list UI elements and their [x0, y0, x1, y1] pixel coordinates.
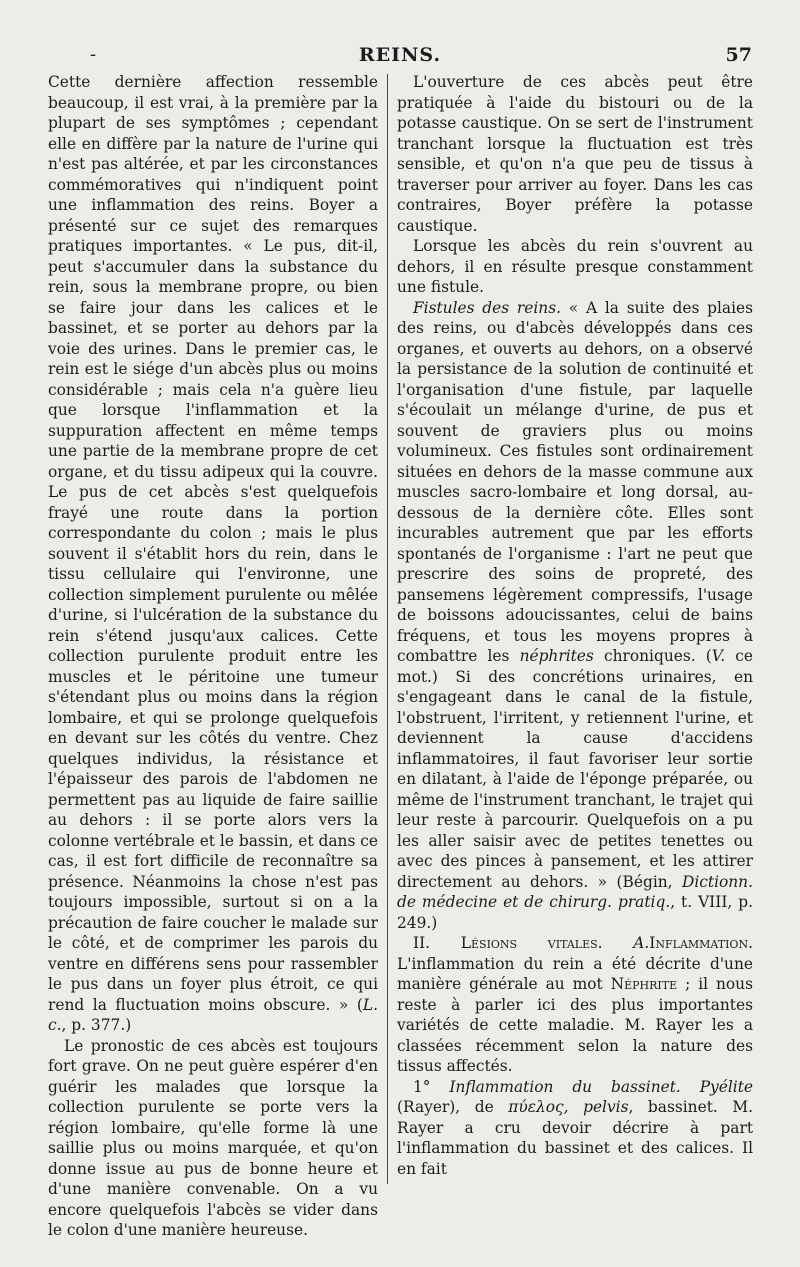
subsection-heading-inflammation: Inflammation	[649, 934, 749, 952]
right-paragraph-3: Fistules des reins. « A la suite des plaies des reins, ou d'abcès développés dans ces organes, et ouverts au dehors, on a observé la persistance de la solution de continuité et l'organisation d'une fistule, par laquelle s'écoulait un mélange d'urine, de pus et souvent de graviers plus ou moins volumineux. Ces fistules sont ordinairement situées en dehors de la masse commune aux muscles sacro-lombaire et long dorsal, au-dessous de la dernière côte. Elles sont incurables autrement que par les efforts spontanés de l'organisme : l'art ne peut que prescrire des soins de propreté, des pansemens légèrement compressifs, l'usage de boissons adoucissantes, celui de bains fréquens, et tous les moyens propres à combattre les néphrites chroniques. (V. ce mot.) Si des concrétions urinaires, en s'engageant dans le canal de la fistule, l'obstruent, l'irritent, y retiennent l'urine, et deviennent la cause d'accidens inflammatoires, il faut favoriser leur sortie en dilatant, à l'aide de l'éponge préparée, ou même de l'instrument tranchant, le trajet qui leur reste à parcourir. Quelquefois on a pu les aller saisir avec de petites tenettes ou avec des pinces à pansement, et les attirer directement au dehors. » (Bégin, Dictionn. de médecine et de chirurg. pratiq., t. VIII, p. 249.)	[397, 298, 754, 932]
left-paragraph-1: Cette dernière affection ressemble beaucoup, il est vrai, à la première par la plupart de ses symptômes ; cependant elle en diffère par la nature de l'urine qui n'est pas altérée, et par les circonstances commémoratives qui n'indiquent point une inflammation des reins. Boyer a présenté sur ce sujet des remarques pratiques importantes. « Le pus, dit-il, peut s'accumuler dans la substance du rein, sous la membrane propre, ou bien se faire jour dans les calices et le bassinet, et se porter au dehors par la voie des urines. Dans le premier cas, le rein est le siége d'un abcès plus ou moins considérable ; mais cela n'a guère lieu que lorsque l'inflammation et la suppuration affectent en même temps une partie de la membrane propre de cet organe, et du tissu adipeux qui la couvre. Le pus de cet abcès s'est quelquefois frayé une route dans la portion correspondante du colon ; mais le plus souvent il s'établit hors du rein, dans le tissu cellulaire qui l'environne, une collection simplement purulente ou mêlée d'urine, si l'ulcération de la substance du rein s'étend jusqu'aux calices. Cette collection purulente produit entre les muscles et le péritoine une tumeur s'étendant plus ou moins dans la région lombaire, et qui se prolonge quelquefois en devant sur les côtés du ventre. Chez quelques individus, la résistance et l'épaisseur des parois de l'abdomen ne permettent pas au liquide de faire saillie au dehors : il se porte alors vers la colonne vertébrale et le bassin, et dans ce cas, il est fort difficile de reconnaître sa présence. Néanmoins la chose n'est pas toujours impossible, surtout si on a la précaution de faire coucher le malade sur le côté, et de comprimer les parois du ventre en différens sens pour rassembler le pus dans un foyer plus étroit, ce qui rend la fluctuation moins obscure. » (L. c., p. 377.)	[48, 73, 378, 1034]
running-title: REINS.	[358, 44, 442, 66]
header-dash: -	[90, 44, 97, 65]
left-column	[48, 72, 378, 1241]
dictionary-reference: Dictionn. de médecine et de chirurg. pratiq.	[397, 872, 753, 911]
right-paragraph-1: L'ouverture de ces abcès peut être pratiquée à l'aide du bistouri ou de la potasse caustique. On se sert de l'instrument tranchant lorsque la fluctuation est très sensible, et qu'on n'a que peu de tissus à traverser pour arriver au foyer. Dans les cas contraires, Boyer préfère la potasse caustique.	[397, 73, 753, 235]
fistules-heading: Fistules des reins.	[413, 298, 562, 317]
section-heading-lesions-vitales: II. Lésions vitales.	[413, 934, 603, 952]
right-column	[397, 72, 753, 1179]
right-paragraph-2: Lorsque les abcès du rein s'ouvrent au dehors, il en résulte presque constamment une fistule.	[397, 237, 753, 296]
page-number: 57	[725, 44, 752, 66]
right-paragraph-5: 1° Inflammation du bassinet. Pyélite (Rayer), de πύελος, pelvis, bassinet. M. Rayer a cru devoir décrire à part l'inflammation du bassinet et des calices. Il en fait	[397, 1077, 753, 1178]
column-divider	[387, 74, 388, 1184]
left-reference: L. c.	[48, 995, 378, 1034]
pyelite-heading: Inflammation du bassinet. Pyélite	[449, 1077, 753, 1096]
right-paragraph-4: II. Lésions vitales. A.Inflammation. L'inflammation du rein a été décrite d'une manière générale au mot Néphrite ; il nous reste à parler ici des plus importantes variétés de cette maladie. M. Rayer les a classées récemment selon la nature des tissus affectés.	[397, 934, 753, 1075]
left-paragraph-2: Le pronostic de ces abcès est toujours fort grave. On ne peut guère espérer d'en guérir les malades que lorsque la collection purulente se porte vers la région lombaire, qu'elle forme là une saillie plus ou moins marquée, et qu'on donne issue au pus de bonne heure et d'une manière convenable. On a vu encore quelquefois l'abcès se vider dans le colon d'une manière heureuse.	[48, 1036, 378, 1239]
page-header	[46, 44, 754, 68]
